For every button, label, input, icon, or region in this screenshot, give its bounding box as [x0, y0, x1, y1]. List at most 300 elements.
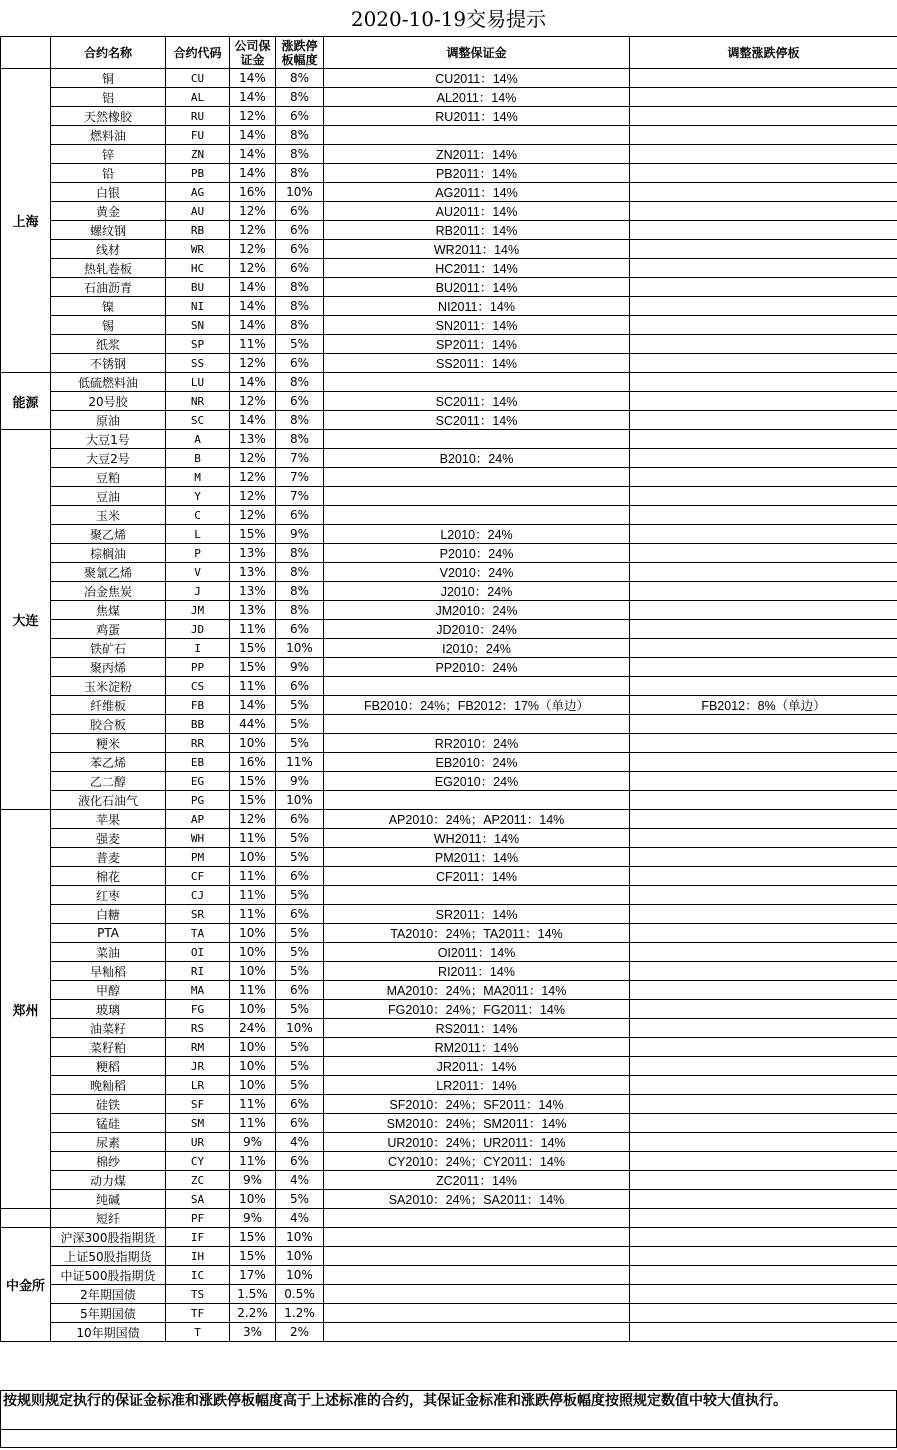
limit-cell: 1.2% — [276, 1304, 324, 1323]
table-row — [1, 1209, 897, 1228]
table-row — [1, 240, 897, 259]
contract-code-cell: PG — [166, 791, 230, 810]
margin-cell: 24% — [230, 1019, 276, 1038]
adjusted-limit-cell — [630, 316, 897, 335]
contract-name-cell: 铜 — [51, 69, 166, 88]
contract-name-cell: 棕榈油 — [51, 544, 166, 563]
limit-cell: 5% — [276, 848, 324, 867]
table-row — [1, 411, 897, 430]
margin-cell: 12% — [230, 449, 276, 468]
margin-cell: 11% — [230, 886, 276, 905]
contract-code-cell: J — [166, 582, 230, 601]
table-row — [1, 829, 897, 848]
contract-name-cell: 晚籼稻 — [51, 1076, 166, 1095]
adjusted-limit-cell — [630, 449, 897, 468]
contract-code-cell: SR — [166, 905, 230, 924]
contract-name-cell: 锌 — [51, 145, 166, 164]
adjusted-limit-cell — [630, 601, 897, 620]
adjusted-margin-cell: RI2011：14% — [324, 962, 630, 981]
margin-cell: 11% — [230, 335, 276, 354]
table-row — [1, 1190, 897, 1209]
margin-cell: 11% — [230, 905, 276, 924]
adjusted-margin-cell — [324, 1323, 630, 1342]
contract-name-cell: 液化石油气 — [51, 791, 166, 810]
limit-cell: 5% — [276, 715, 324, 734]
limit-cell: 7% — [276, 449, 324, 468]
contract-name-cell: 甲醇 — [51, 981, 166, 1000]
adjusted-margin-cell: WR2011：14% — [324, 240, 630, 259]
contract-name-cell: 鸡蛋 — [51, 620, 166, 639]
contract-code-cell: Y — [166, 487, 230, 506]
adjusted-margin-cell: LR2011：14% — [324, 1076, 630, 1095]
contract-name-cell: 棉花 — [51, 867, 166, 886]
table-row — [1, 164, 897, 183]
limit-cell: 8% — [276, 601, 324, 620]
contract-name-cell: 10年期国债 — [51, 1323, 166, 1342]
contract-code-cell: CY — [166, 1152, 230, 1171]
contract-name-cell: 镍 — [51, 297, 166, 316]
limit-cell: 6% — [276, 107, 324, 126]
adjusted-margin-cell — [324, 886, 630, 905]
adjusted-margin-cell: WH2011：14% — [324, 829, 630, 848]
adjusted-limit-cell — [630, 867, 897, 886]
table-row — [1, 1114, 897, 1133]
limit-cell: 9% — [276, 772, 324, 791]
margin-cell: 15% — [230, 658, 276, 677]
adjusted-limit-cell — [630, 1209, 897, 1228]
limit-cell: 10% — [276, 1228, 324, 1247]
contract-name-cell: 乙二醇 — [51, 772, 166, 791]
contract-code-cell: UR — [166, 1133, 230, 1152]
adjusted-limit-cell — [630, 259, 897, 278]
adjusted-margin-cell: JR2011：14% — [324, 1057, 630, 1076]
table-row — [1, 620, 897, 639]
limit-cell: 6% — [276, 981, 324, 1000]
table-row — [1, 1304, 897, 1323]
adjusted-limit-cell — [630, 886, 897, 905]
margin-cell: 12% — [230, 506, 276, 525]
limit-cell: 10% — [276, 183, 324, 202]
contract-code-cell: WH — [166, 829, 230, 848]
margin-cell: 15% — [230, 791, 276, 810]
adjusted-margin-cell: HC2011：14% — [324, 259, 630, 278]
adjusted-limit-cell — [630, 373, 897, 392]
adjusted-margin-cell: OI2011：14% — [324, 943, 630, 962]
contract-code-cell: IH — [166, 1247, 230, 1266]
contract-name-cell: 不锈钢 — [51, 354, 166, 373]
limit-cell: 5% — [276, 335, 324, 354]
table-row — [1, 962, 897, 981]
margin-cell: 15% — [230, 525, 276, 544]
contract-code-cell: JM — [166, 601, 230, 620]
margin-cell: 15% — [230, 639, 276, 658]
adjusted-limit-cell — [630, 297, 897, 316]
limit-cell: 8% — [276, 411, 324, 430]
limit-cell: 7% — [276, 468, 324, 487]
contract-name-cell: 白糖 — [51, 905, 166, 924]
contract-name-cell: 铅 — [51, 164, 166, 183]
contract-name-cell: 早籼稻 — [51, 962, 166, 981]
contract-code-cell: ZC — [166, 1171, 230, 1190]
contract-code-cell: CF — [166, 867, 230, 886]
table-row — [1, 848, 897, 867]
adjusted-margin-cell: CU2011：14% — [324, 69, 630, 88]
contract-code-cell: RU — [166, 107, 230, 126]
limit-cell: 6% — [276, 677, 324, 696]
margin-cell: 11% — [230, 677, 276, 696]
adjusted-margin-cell — [324, 487, 630, 506]
limit-cell: 5% — [276, 943, 324, 962]
contract-name-cell: 动力煤 — [51, 1171, 166, 1190]
adjusted-limit-cell — [630, 905, 897, 924]
table-row — [1, 1000, 897, 1019]
contract-name-cell: 纤维板 — [51, 696, 166, 715]
table-row — [1, 449, 897, 468]
limit-cell: 6% — [276, 202, 324, 221]
adjusted-margin-cell — [324, 677, 630, 696]
adjusted-margin-cell: EG2010：24% — [324, 772, 630, 791]
contract-code-cell: HC — [166, 259, 230, 278]
contract-code-cell: AU — [166, 202, 230, 221]
table-row — [1, 867, 897, 886]
contract-code-cell: MA — [166, 981, 230, 1000]
margin-cell: 10% — [230, 734, 276, 753]
table-row — [1, 886, 897, 905]
limit-cell: 6% — [276, 905, 324, 924]
limit-cell: 6% — [276, 354, 324, 373]
limit-cell: 8% — [276, 145, 324, 164]
margin-cell: 15% — [230, 1247, 276, 1266]
limit-cell: 6% — [276, 506, 324, 525]
contract-name-cell: 强麦 — [51, 829, 166, 848]
limit-cell: 8% — [276, 126, 324, 145]
limit-cell: 8% — [276, 69, 324, 88]
adjusted-limit-cell — [630, 810, 897, 829]
adjusted-limit-cell — [630, 1228, 897, 1247]
adjusted-margin-cell: PB2011：14% — [324, 164, 630, 183]
adjusted-limit-cell — [630, 620, 897, 639]
limit-cell: 8% — [276, 278, 324, 297]
margin-cell: 13% — [230, 430, 276, 449]
adjusted-margin-cell: SP2011：14% — [324, 335, 630, 354]
contract-name-cell: 冶金焦炭 — [51, 582, 166, 601]
table-row — [1, 392, 897, 411]
contract-code-cell: SA — [166, 1190, 230, 1209]
adjusted-limit-cell — [630, 658, 897, 677]
limit-cell: 4% — [276, 1209, 324, 1228]
limit-cell: 6% — [276, 240, 324, 259]
margin-cell: 12% — [230, 240, 276, 259]
adjusted-limit-cell: FB2012：8%（单边） — [630, 696, 897, 715]
margin-cell: 9% — [230, 1171, 276, 1190]
contract-code-cell: NI — [166, 297, 230, 316]
table-row — [1, 981, 897, 1000]
table-row — [1, 905, 897, 924]
adjusted-margin-cell: J2010：24% — [324, 582, 630, 601]
margin-cell: 12% — [230, 202, 276, 221]
limit-cell: 9% — [276, 525, 324, 544]
limit-cell: 6% — [276, 1095, 324, 1114]
contract-name-cell: 菜籽粕 — [51, 1038, 166, 1057]
table-row — [1, 696, 897, 715]
table-row — [1, 107, 897, 126]
exchange-cell: 郑州 — [1, 810, 51, 1209]
margin-cell: 14% — [230, 316, 276, 335]
limit-cell: 5% — [276, 1057, 324, 1076]
adjusted-margin-cell: AG2011：14% — [324, 183, 630, 202]
table-row — [1, 753, 897, 772]
limit-cell: 4% — [276, 1133, 324, 1152]
adjusted-limit-cell — [630, 69, 897, 88]
margin-cell: 11% — [230, 1114, 276, 1133]
adjusted-limit-cell — [630, 1190, 897, 1209]
margin-cell: 14% — [230, 373, 276, 392]
table-row — [1, 202, 897, 221]
contract-code-cell: JR — [166, 1057, 230, 1076]
contract-name-cell: 焦煤 — [51, 601, 166, 620]
contract-name-cell: 油菜籽 — [51, 1019, 166, 1038]
limit-cell: 5% — [276, 696, 324, 715]
margin-cell: 10% — [230, 1190, 276, 1209]
adjusted-limit-cell — [630, 506, 897, 525]
adjusted-limit-cell — [630, 487, 897, 506]
margin-cell: 10% — [230, 943, 276, 962]
adjusted-limit-cell — [630, 335, 897, 354]
contract-name-cell: 玉米 — [51, 506, 166, 525]
table-row — [1, 1266, 897, 1285]
adjusted-margin-cell: SS2011：14% — [324, 354, 630, 373]
limit-cell: 5% — [276, 1038, 324, 1057]
adjusted-margin-cell: AU2011：14% — [324, 202, 630, 221]
adjusted-margin-cell: ZN2011：14% — [324, 145, 630, 164]
table-row — [1, 145, 897, 164]
adjusted-margin-cell: SF2010：24%；SF2011：14% — [324, 1095, 630, 1114]
adjusted-limit-cell — [630, 1057, 897, 1076]
adjusted-margin-cell: ZC2011：14% — [324, 1171, 630, 1190]
contract-code-cell: A — [166, 430, 230, 449]
margin-cell: 12% — [230, 354, 276, 373]
adjusted-limit-cell — [630, 1133, 897, 1152]
table-row — [1, 772, 897, 791]
contract-code-cell: CJ — [166, 886, 230, 905]
margin-cell: 44% — [230, 715, 276, 734]
margin-cell: 16% — [230, 183, 276, 202]
adjusted-limit-cell — [630, 411, 897, 430]
table-row — [1, 278, 897, 297]
table-row — [1, 1285, 897, 1304]
contract-name-cell: 黄金 — [51, 202, 166, 221]
adjusted-limit-cell — [630, 145, 897, 164]
header-row — [1, 37, 897, 69]
table-row — [1, 943, 897, 962]
adjusted-margin-cell — [324, 373, 630, 392]
margin-cell: 3% — [230, 1323, 276, 1342]
limit-cell: 8% — [276, 563, 324, 582]
margin-cell: 10% — [230, 1076, 276, 1095]
margin-cell: 15% — [230, 772, 276, 791]
table-row — [1, 221, 897, 240]
adjusted-limit-cell — [630, 772, 897, 791]
adjusted-margin-cell: V2010：24% — [324, 563, 630, 582]
limit-cell: 2% — [276, 1323, 324, 1342]
adjusted-margin-cell — [324, 126, 630, 145]
table-row — [1, 1133, 897, 1152]
adjusted-margin-cell: SC2011：14% — [324, 411, 630, 430]
contract-code-cell: AG — [166, 183, 230, 202]
contract-code-cell: B — [166, 449, 230, 468]
contract-name-cell: 红枣 — [51, 886, 166, 905]
exchange-cell: 上海 — [1, 69, 51, 373]
contract-name-cell: 尿素 — [51, 1133, 166, 1152]
contract-code-cell: CU — [166, 69, 230, 88]
limit-cell: 5% — [276, 962, 324, 981]
contract-code-cell: SM — [166, 1114, 230, 1133]
exchange-cell: 大连 — [1, 430, 51, 810]
contract-name-cell: 豆粕 — [51, 468, 166, 487]
margin-cell: 14% — [230, 278, 276, 297]
contract-code-cell: SF — [166, 1095, 230, 1114]
adjusted-margin-cell: SN2011：14% — [324, 316, 630, 335]
adjusted-margin-cell — [324, 791, 630, 810]
table-row — [1, 582, 897, 601]
limit-cell: 5% — [276, 886, 324, 905]
contract-code-cell: RI — [166, 962, 230, 981]
contract-name-cell: 锰硅 — [51, 1114, 166, 1133]
margin-cell: 13% — [230, 544, 276, 563]
margin-cell: 10% — [230, 1057, 276, 1076]
adjusted-margin-cell: AP2010：24%；AP2011：14% — [324, 810, 630, 829]
adjusted-limit-cell — [630, 126, 897, 145]
adjusted-margin-cell: RS2011：14% — [324, 1019, 630, 1038]
contract-name-cell: 燃料油 — [51, 126, 166, 145]
adjusted-limit-cell — [630, 525, 897, 544]
contract-code-cell: LU — [166, 373, 230, 392]
contract-code-cell: TS — [166, 1285, 230, 1304]
table-row — [1, 1038, 897, 1057]
contract-name-cell: 上证50股指期货 — [51, 1247, 166, 1266]
adjusted-margin-cell: UR2010：24%；UR2011：14% — [324, 1133, 630, 1152]
limit-cell: 10% — [276, 1019, 324, 1038]
header-contract-code: 合约代码 — [166, 37, 230, 69]
adjusted-limit-cell — [630, 1095, 897, 1114]
margin-cell: 9% — [230, 1209, 276, 1228]
limit-cell: 10% — [276, 1266, 324, 1285]
trading-tips-table — [0, 36, 897, 1342]
adjusted-margin-cell: SR2011：14% — [324, 905, 630, 924]
adjusted-margin-cell: FG2010：24%；FG2011：14% — [324, 1000, 630, 1019]
table-row — [1, 468, 897, 487]
adjusted-limit-cell — [630, 715, 897, 734]
adjusted-limit-cell — [630, 639, 897, 658]
adjusted-limit-cell — [630, 183, 897, 202]
table-row — [1, 259, 897, 278]
table-row — [1, 715, 897, 734]
contract-name-cell: 20号胶 — [51, 392, 166, 411]
margin-cell: 9% — [230, 1133, 276, 1152]
contract-code-cell: PB — [166, 164, 230, 183]
contract-code-cell: PF — [166, 1209, 230, 1228]
limit-cell: 8% — [276, 297, 324, 316]
contract-code-cell: RS — [166, 1019, 230, 1038]
adjusted-margin-cell: CF2011：14% — [324, 867, 630, 886]
contract-name-cell: 5年期国债 — [51, 1304, 166, 1323]
contract-name-cell: 豆油 — [51, 487, 166, 506]
table-row — [1, 506, 897, 525]
adjusted-margin-cell: EB2010：24% — [324, 753, 630, 772]
adjusted-limit-cell — [630, 1019, 897, 1038]
limit-cell: 5% — [276, 924, 324, 943]
contract-code-cell: P — [166, 544, 230, 563]
adjusted-margin-cell: CY2010：24%；CY2011：14% — [324, 1152, 630, 1171]
adjusted-margin-cell: SA2010：24%；SA2011：14% — [324, 1190, 630, 1209]
margin-cell: 11% — [230, 867, 276, 886]
margin-cell: 12% — [230, 259, 276, 278]
contract-name-cell: 低硫燃料油 — [51, 373, 166, 392]
margin-cell: 14% — [230, 696, 276, 715]
limit-cell: 5% — [276, 734, 324, 753]
adjusted-limit-cell — [630, 202, 897, 221]
margin-cell: 10% — [230, 1038, 276, 1057]
adjusted-limit-cell — [630, 468, 897, 487]
header-price-limit: 涨跌停板幅度 — [276, 37, 324, 69]
limit-cell: 8% — [276, 373, 324, 392]
table-row — [1, 1323, 897, 1342]
table-row — [1, 544, 897, 563]
contract-code-cell: SS — [166, 354, 230, 373]
limit-cell: 10% — [276, 1247, 324, 1266]
contract-code-cell: EB — [166, 753, 230, 772]
limit-cell: 6% — [276, 620, 324, 639]
adjusted-limit-cell — [630, 848, 897, 867]
adjusted-limit-cell — [630, 221, 897, 240]
adjusted-margin-cell: PP2010：24% — [324, 658, 630, 677]
adjusted-limit-cell — [630, 1171, 897, 1190]
margin-cell: 13% — [230, 601, 276, 620]
adjusted-limit-cell — [630, 1304, 897, 1323]
adjusted-margin-cell — [324, 1209, 630, 1228]
adjusted-margin-cell — [324, 715, 630, 734]
adjusted-limit-cell — [630, 392, 897, 411]
contract-code-cell: WR — [166, 240, 230, 259]
contract-code-cell: RB — [166, 221, 230, 240]
adjusted-margin-cell — [324, 468, 630, 487]
table-row — [1, 1019, 897, 1038]
header-contract-name: 合约名称 — [51, 37, 166, 69]
adjusted-margin-cell — [324, 1228, 630, 1247]
limit-cell: 8% — [276, 316, 324, 335]
adjusted-margin-cell: RU2011：14% — [324, 107, 630, 126]
contract-code-cell: JD — [166, 620, 230, 639]
table-row — [1, 810, 897, 829]
adjusted-margin-cell: AL2011：14% — [324, 88, 630, 107]
adjusted-limit-cell — [630, 88, 897, 107]
margin-cell: 12% — [230, 392, 276, 411]
limit-cell: 6% — [276, 392, 324, 411]
adjusted-limit-cell — [630, 563, 897, 582]
adjusted-limit-cell — [630, 1038, 897, 1057]
adjusted-margin-cell: NI2011：14% — [324, 297, 630, 316]
adjusted-limit-cell — [630, 753, 897, 772]
adjusted-limit-cell — [630, 1323, 897, 1342]
margin-cell: 11% — [230, 981, 276, 1000]
table-row — [1, 430, 897, 449]
exchange-cell: 能源 — [1, 373, 51, 430]
table-row — [1, 791, 897, 810]
adjusted-margin-cell: RR2010：24% — [324, 734, 630, 753]
adjusted-limit-cell — [630, 354, 897, 373]
table-row — [1, 1171, 897, 1190]
table-row — [1, 734, 897, 753]
